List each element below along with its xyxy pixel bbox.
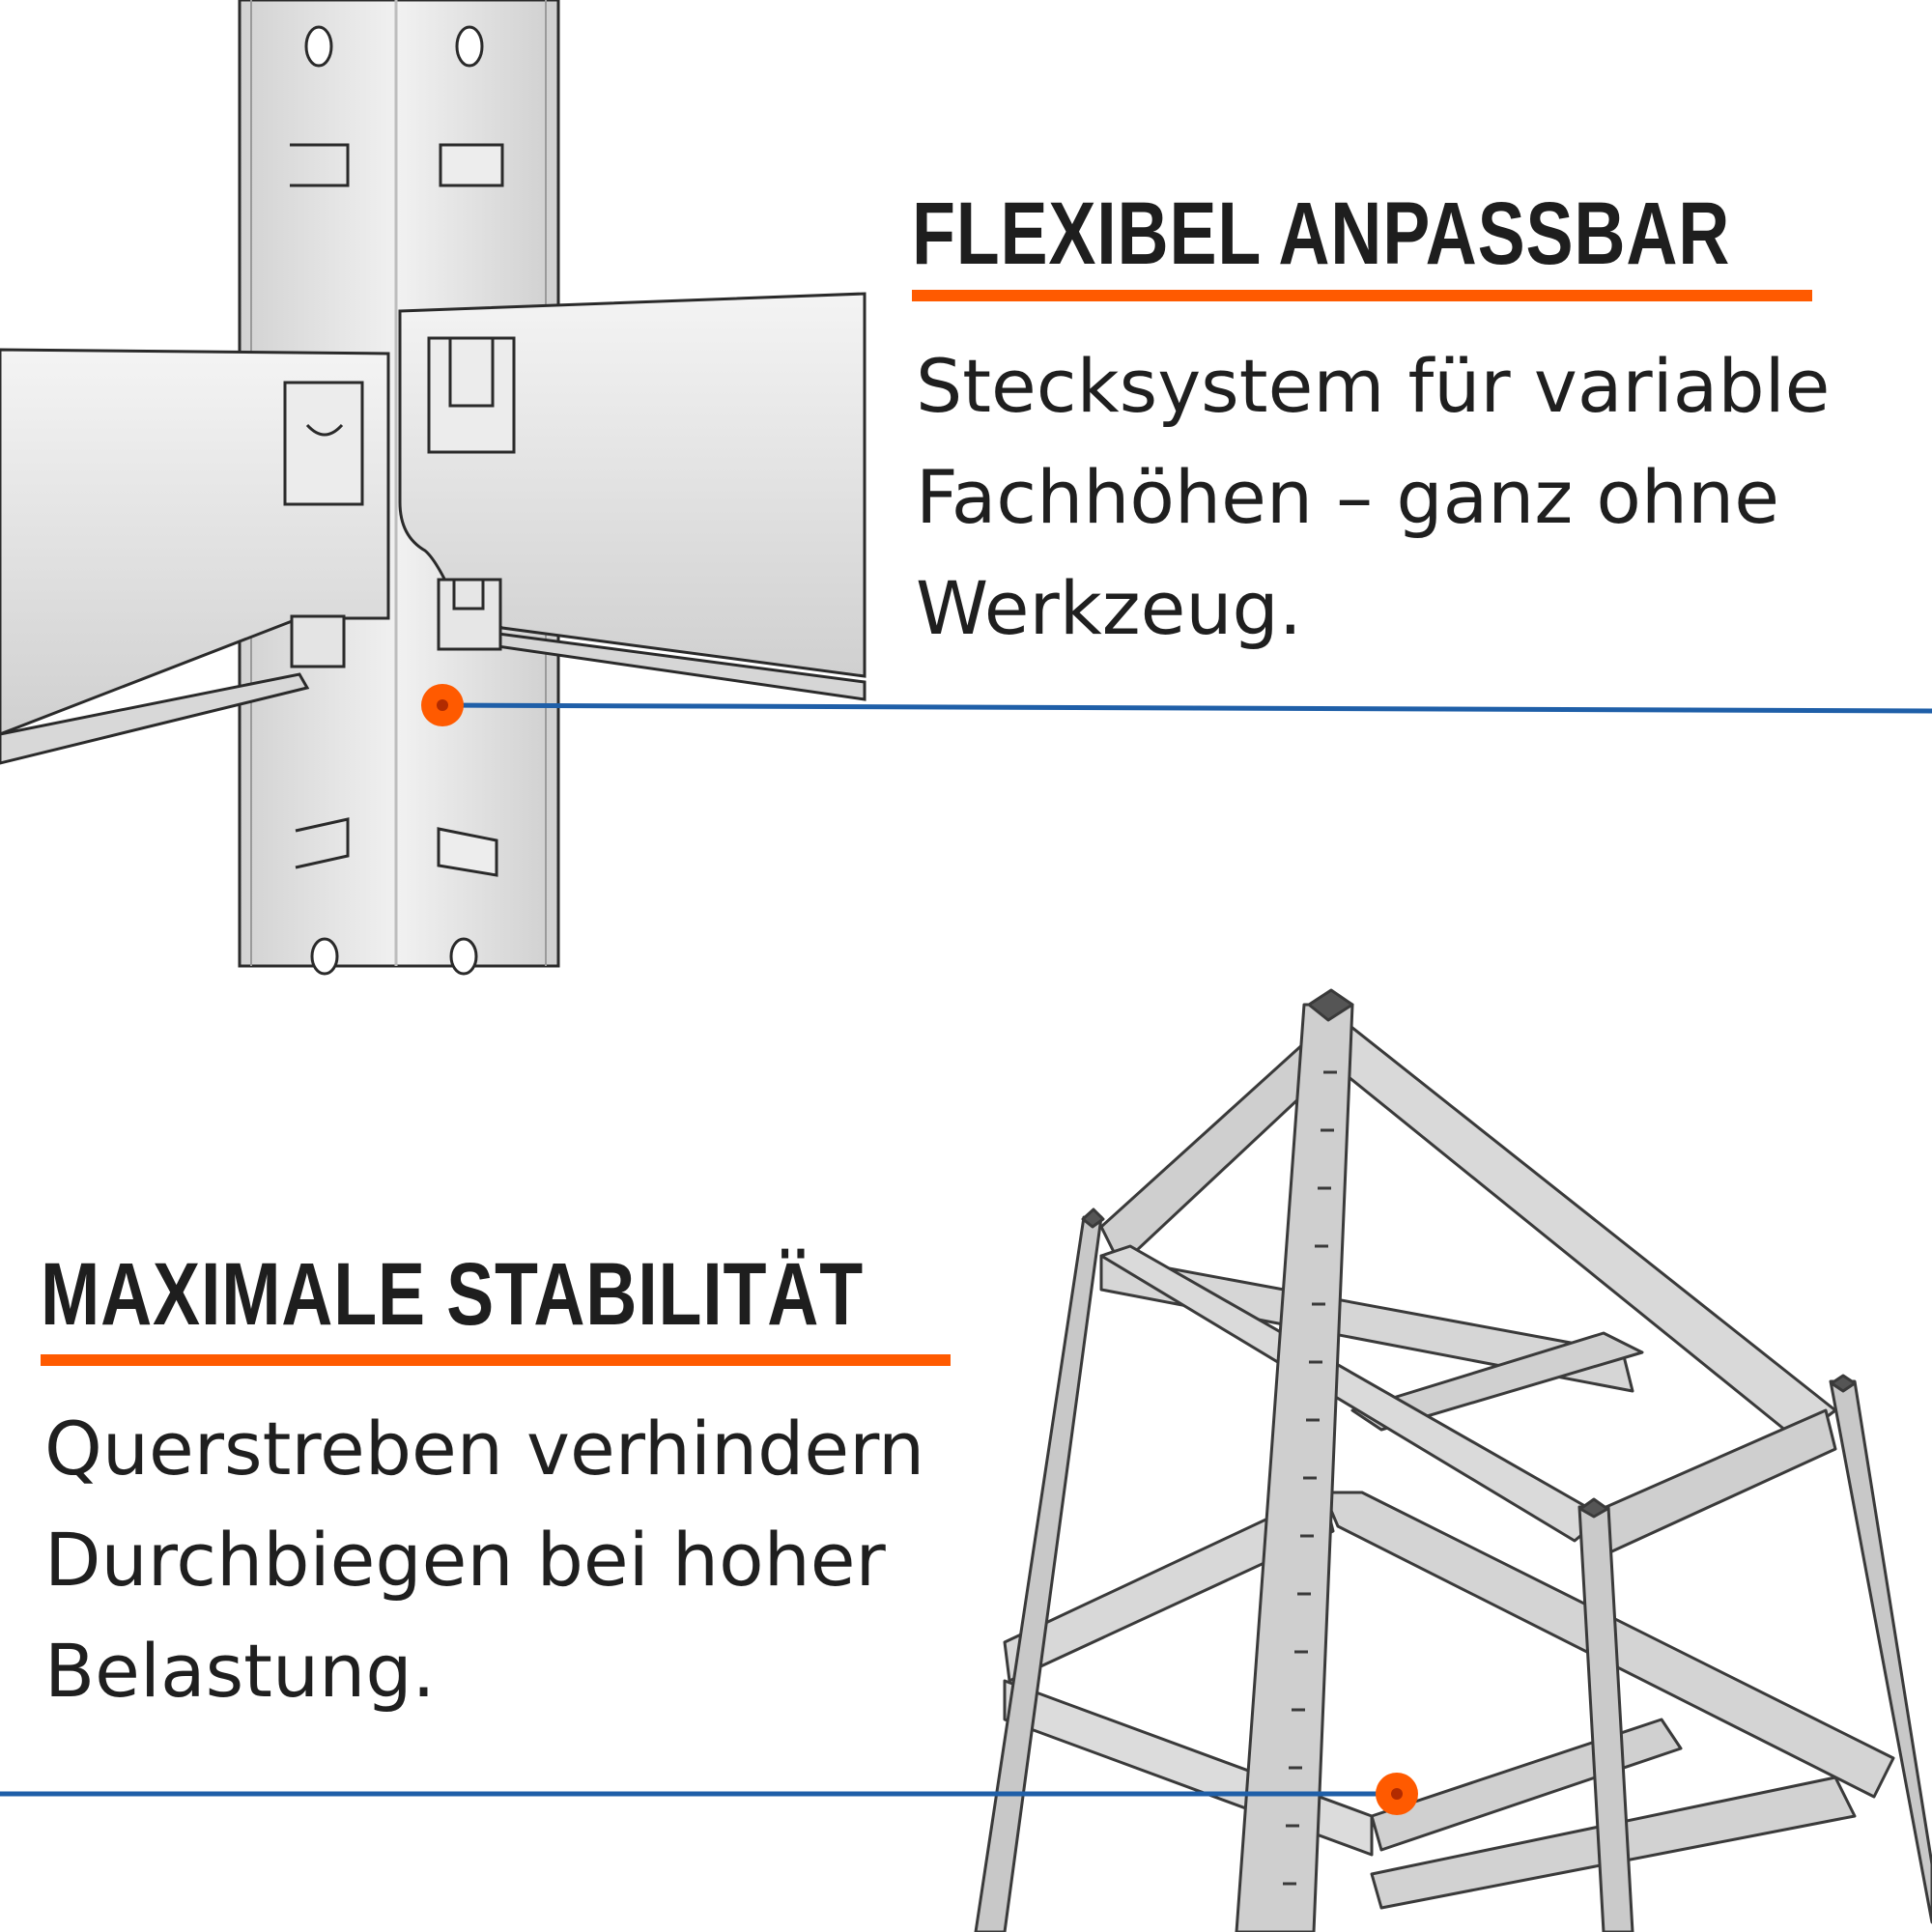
feature-2-description: Querstreben verhindern Durchbiegen bei hoher Belastung. xyxy=(44,1406,925,1714)
feature-1-heading: FLEXIBEL ANPASSBAR xyxy=(912,185,1731,283)
closeup-slot-connection xyxy=(0,0,865,974)
feature-2-underline xyxy=(41,1354,951,1366)
feature-1-underline xyxy=(912,290,1812,301)
feature-2-heading: MAXIMALE STABILITÄT xyxy=(41,1245,864,1344)
shelf-frame-perspective xyxy=(976,990,1932,1932)
feature-1-description: Stecksystem für variable Fachhöhen – ganz ohne Werkzeug. xyxy=(916,343,1831,651)
connector-line-1 xyxy=(442,705,1932,711)
